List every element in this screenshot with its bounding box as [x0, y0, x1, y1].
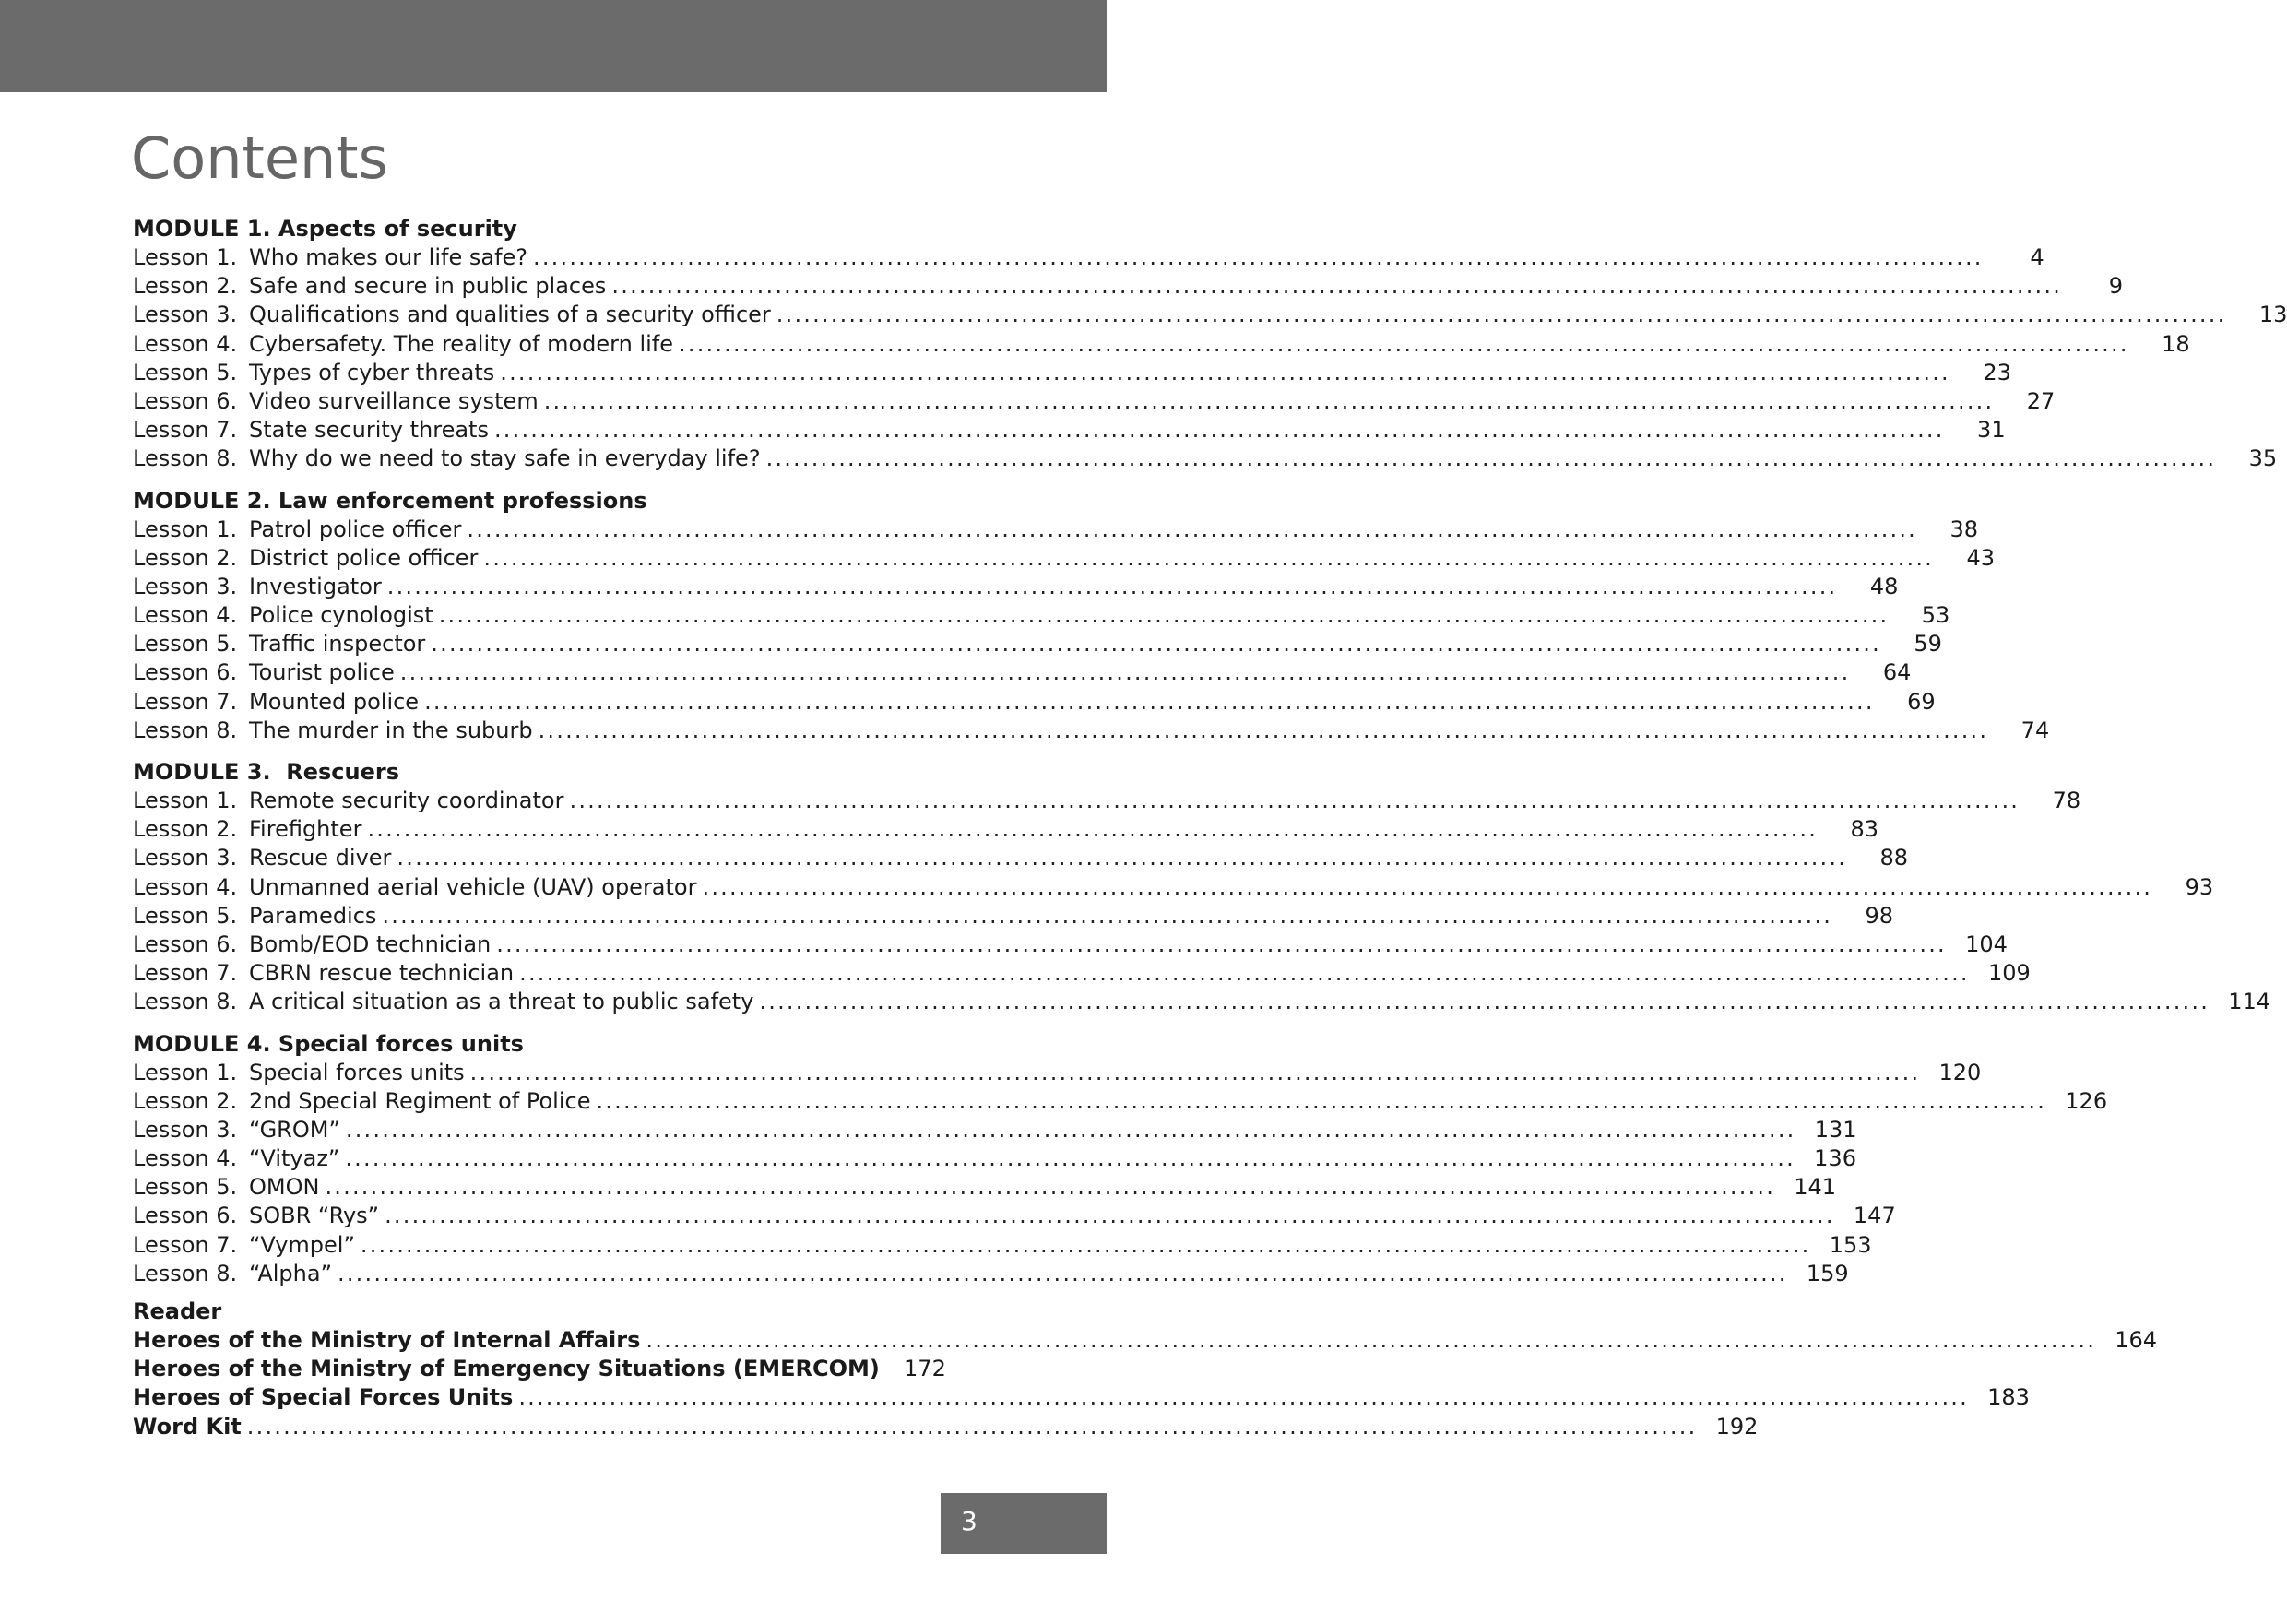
- toc-entry[interactable]: [133, 416, 2006, 445]
- dot-leader: ................................................................................................................................................................: [493, 417, 1945, 444]
- toc-entry[interactable]: [133, 815, 1879, 844]
- lesson-title: The murder in the suburb: [249, 717, 533, 743]
- page-number: 53: [1921, 602, 1950, 629]
- page-number: 98: [1865, 902, 1894, 929]
- toc-entry[interactable]: [133, 688, 1936, 717]
- page-number: 69: [1907, 688, 1936, 715]
- lesson-title: Paramedics: [249, 902, 377, 929]
- lesson-number: Lesson 7.: [133, 417, 238, 444]
- lesson-title: District police officer: [249, 544, 479, 571]
- page-number: 59: [1914, 631, 1942, 658]
- page-number: 35: [2248, 445, 2278, 472]
- lesson-title: A critical situation as a threat to public safety: [249, 989, 754, 1015]
- lesson-number: Lesson 5.: [133, 359, 238, 385]
- module-2: [133, 487, 2050, 746]
- page-number: 183: [1987, 1384, 2030, 1411]
- page-number: 131: [1814, 1116, 1857, 1143]
- page-number: 141: [1794, 1174, 1837, 1201]
- lesson-number: Lesson 8.: [133, 445, 238, 472]
- lesson-title: Tourist police: [249, 659, 395, 686]
- dot-leader: ................................................................................................................................................................: [424, 688, 1875, 715]
- toc-entry[interactable]: [133, 1144, 1856, 1173]
- lesson-title: OMON: [249, 1174, 320, 1201]
- lesson-title: “Vityaz”: [249, 1145, 340, 1172]
- toc-entry[interactable]: [133, 1383, 2030, 1412]
- lesson-title: State security threats: [249, 417, 489, 444]
- lesson-title: Police cynologist: [249, 602, 433, 629]
- dot-leader: ................................................................................................................................................................: [367, 816, 1819, 843]
- page-number: 192: [1715, 1413, 1759, 1440]
- dot-leader: ................................................................................................................................................................: [483, 544, 1935, 571]
- lesson-title: CBRN rescue technician: [249, 960, 515, 987]
- dot-leader: ................................................................................................................................................................: [345, 1116, 1796, 1143]
- toc-entry[interactable]: [133, 1231, 1872, 1260]
- lesson-title: Video surveillance system: [249, 387, 539, 414]
- page-number: 18: [2162, 330, 2190, 357]
- dot-leader: ................................................................................................................................................................: [519, 960, 1970, 987]
- toc-entry[interactable]: [133, 1202, 1896, 1230]
- dot-leader: ................................................................................................................................................................: [759, 989, 2210, 1015]
- lesson-number: Lesson 8.: [133, 717, 238, 743]
- toc-entry[interactable]: [133, 272, 2124, 301]
- lesson-title: Rescue diver: [249, 845, 392, 871]
- lesson-title: Patrol police officer: [249, 516, 462, 542]
- toc-entry[interactable]: [133, 1116, 1857, 1144]
- toc-entry[interactable]: [133, 658, 1912, 687]
- toc-entry[interactable]: [133, 516, 1979, 544]
- dot-leader: ................................................................................................................................................................: [646, 1327, 2097, 1353]
- page-number: 172: [904, 1356, 946, 1382]
- toc-entry[interactable]: [133, 243, 2044, 272]
- dot-leader: ................................................................................................................................................................: [399, 659, 1851, 686]
- lesson-title: SOBR “Rys”: [249, 1203, 380, 1229]
- dot-leader: ................................................................................................................................................................: [438, 602, 1890, 629]
- lesson-title: “GROM”: [249, 1116, 340, 1143]
- lesson-title: Bomb/EOD technician: [249, 931, 492, 957]
- entry-title: Heroes of the Ministry of Emergency Situations (EMERCOM): [133, 1356, 880, 1382]
- dot-leader: ................................................................................................................................................................: [397, 845, 1848, 871]
- table-of-contents: [133, 215, 2287, 1441]
- dot-leader: ................................................................................................................................................................: [569, 788, 2020, 813]
- dot-leader: ................................................................................................................................................................: [765, 445, 2217, 472]
- lesson-number: Lesson 1.: [133, 516, 238, 542]
- page-number: 104: [1965, 931, 2008, 957]
- dot-leader: ................................................................................................................................................................: [496, 931, 1947, 957]
- page-number: 114: [2228, 989, 2271, 1015]
- page-number: 4: [2030, 244, 2044, 270]
- page-number: 93: [2185, 873, 2214, 900]
- dot-leader: ................................................................................................................................................................: [776, 302, 2227, 328]
- module-3: [133, 758, 2271, 1017]
- dot-leader: ................................................................................................................................................................: [338, 1260, 1788, 1286]
- dot-leader: ................................................................................................................................................................: [596, 1087, 2047, 1114]
- toc-entry[interactable]: [133, 387, 2056, 416]
- dot-leader: ................................................................................................................................................................: [538, 717, 1989, 743]
- page-number: 9: [2108, 273, 2124, 300]
- lesson-title: 2nd Special Regiment of Police: [249, 1087, 591, 1114]
- toc-entry[interactable]: [133, 844, 1909, 872]
- page-number: 88: [1879, 845, 1909, 871]
- entry-title: Heroes of the Ministry of Internal Affairs: [133, 1327, 641, 1353]
- lesson-number: Lesson 4.: [133, 873, 238, 900]
- entry-title: Heroes of Special Forces Units: [133, 1384, 514, 1411]
- toc-entry[interactable]: [133, 1173, 1837, 1202]
- lesson-title: “Alpha”: [249, 1260, 333, 1286]
- lesson-number: Lesson 2.: [133, 816, 238, 843]
- page-number: 38: [1949, 516, 1979, 542]
- page-number: 74: [2020, 717, 2050, 743]
- toc-entry[interactable]: [133, 787, 2081, 815]
- page-number: 43: [1966, 544, 1996, 571]
- dot-leader: ................................................................................................................................................................: [325, 1174, 1776, 1201]
- module-4: [133, 1030, 2108, 1289]
- dot-leader: ................................................................................................................................................................: [386, 573, 1838, 599]
- toc-entry[interactable]: [133, 1087, 2108, 1116]
- page-number-label: 3: [961, 1506, 978, 1536]
- lesson-number: Lesson 7.: [133, 688, 238, 715]
- toc-entry[interactable]: [133, 359, 2011, 387]
- page-number: 78: [2052, 788, 2081, 813]
- page-title: Contents: [131, 124, 388, 192]
- toc-entry[interactable]: [133, 717, 2050, 745]
- lesson-title: Unmanned aerial vehicle (UAV) operator: [249, 873, 697, 900]
- lesson-number: Lesson 5.: [133, 1174, 238, 1201]
- lesson-title: Qualifications and qualities of a security officer: [249, 302, 771, 328]
- page-number: 159: [1806, 1260, 1849, 1286]
- lesson-title: Remote security coordinator: [249, 788, 564, 813]
- lesson-number: Lesson 6.: [133, 659, 238, 686]
- lesson-title: Traffic inspector: [249, 631, 426, 658]
- page-number: 31: [1977, 417, 2006, 444]
- toc-entry[interactable]: [133, 445, 2278, 473]
- lesson-number: Lesson 4.: [133, 1145, 238, 1172]
- page-number: 83: [1850, 816, 1879, 843]
- lesson-title: Who makes our life safe?: [249, 244, 528, 270]
- toc-entry[interactable]: [133, 959, 2031, 988]
- lesson-number: Lesson 4.: [133, 602, 238, 629]
- page-number: 126: [2065, 1087, 2108, 1114]
- lesson-number: Lesson 3.: [133, 1116, 238, 1143]
- toc-entry[interactable]: [133, 301, 2287, 329]
- page-number: 27: [2026, 387, 2056, 414]
- page-number: 153: [1829, 1231, 1872, 1258]
- page-number: 13: [2258, 302, 2287, 328]
- toc-entry[interactable]: [133, 573, 1899, 601]
- page-number: 64: [1882, 659, 1912, 686]
- toc-entry[interactable]: [133, 1326, 2158, 1355]
- lesson-number: Lesson 8.: [133, 1260, 238, 1286]
- lesson-title: Investigator: [249, 573, 382, 599]
- toc-entry[interactable]: [133, 630, 1942, 658]
- lesson-number: Lesson 7.: [133, 960, 238, 987]
- toc-entry[interactable]: [133, 601, 1950, 630]
- lesson-number: Lesson 6.: [133, 1203, 238, 1229]
- lesson-number: Lesson 6.: [133, 387, 238, 414]
- dot-leader: ................................................................................................................................................................: [679, 330, 2129, 357]
- page-number: 48: [1869, 573, 1899, 599]
- lesson-number: Lesson 5.: [133, 631, 238, 658]
- dot-leader: ................................................................................................................................................................: [360, 1231, 1811, 1258]
- page-number-badge: [941, 1493, 1107, 1554]
- page-number: 109: [1987, 960, 2031, 987]
- page-number: 164: [2115, 1327, 2158, 1353]
- toc-entry[interactable]: [133, 330, 2190, 359]
- dot-leader: ................................................................................................................................................................: [431, 631, 1881, 658]
- lesson-number: Lesson 6.: [133, 931, 238, 957]
- lesson-number: Lesson 3.: [133, 845, 238, 871]
- lesson-title: Special forces units: [249, 1059, 465, 1085]
- dot-leader: ................................................................................................................................................................: [533, 244, 1984, 270]
- module-heading: MODULE 1. Aspects of security: [133, 216, 517, 242]
- lesson-number: Lesson 8.: [133, 989, 238, 1015]
- header-band: [0, 0, 1107, 92]
- lesson-title: Mounted police: [249, 688, 420, 715]
- dot-leader: ................................................................................................................................................................: [702, 873, 2153, 900]
- reader-heading: Reader: [133, 1298, 222, 1324]
- dot-leader: ................................................................................................................................................................: [518, 1384, 1969, 1411]
- lesson-number: Lesson 2.: [133, 544, 238, 571]
- lesson-number: Lesson 2.: [133, 273, 238, 300]
- lesson-title: “Vympel”: [249, 1231, 355, 1258]
- toc-entry[interactable]: [133, 988, 2271, 1016]
- lesson-number: Lesson 7.: [133, 1231, 238, 1258]
- dot-leader: ................................................................................................................................................................: [246, 1413, 1698, 1440]
- page-number: 147: [1853, 1203, 1896, 1229]
- lesson-number: Lesson 5.: [133, 902, 238, 929]
- toc-entry[interactable]: [133, 931, 2008, 959]
- lesson-number: Lesson 3.: [133, 302, 238, 328]
- dot-leader: ................................................................................................................................................................: [345, 1145, 1795, 1172]
- lesson-number: Lesson 1.: [133, 244, 238, 270]
- page-number: 23: [1983, 359, 2011, 385]
- toc-entry[interactable]: [133, 1355, 946, 1383]
- lesson-number: Lesson 1.: [133, 1059, 238, 1085]
- module-1: [133, 215, 2287, 474]
- entry-title: Word Kit: [133, 1413, 242, 1440]
- dot-leader: ................................................................................................................................................................: [467, 516, 1918, 542]
- module-heading: MODULE 2. Law enforcement professions: [133, 487, 647, 514]
- dot-leader: ................................................................................................................................................................: [611, 273, 2063, 300]
- lesson-title: Types of cyber threats: [249, 359, 495, 385]
- toc-entry[interactable]: [133, 1059, 1982, 1087]
- lesson-title: Why do we need to stay safe in everyday life?: [249, 445, 761, 472]
- toc-entry[interactable]: [133, 873, 2214, 902]
- dot-leader: ................................................................................................................................................................: [469, 1059, 1921, 1085]
- lesson-number: Lesson 3.: [133, 573, 238, 599]
- module-heading: MODULE 3. Rescuers: [133, 759, 400, 785]
- dot-leader: ................................................................................................................................................................: [385, 1203, 1835, 1229]
- dot-leader: ................................................................................................................................................................: [382, 902, 1833, 929]
- toc-entry[interactable]: [133, 902, 1894, 931]
- lesson-number: Lesson 4.: [133, 330, 238, 357]
- lesson-title: Cybersafety. The reality of modern life: [249, 330, 674, 357]
- lesson-title: Safe and secure in public places: [249, 273, 607, 300]
- lesson-number: Lesson 2.: [133, 1087, 238, 1114]
- dot-leader: ................................................................................................................................................................: [500, 359, 1950, 385]
- page-number: 136: [1814, 1145, 1856, 1172]
- lesson-number: Lesson 1.: [133, 788, 238, 813]
- toc-entry[interactable]: [133, 1413, 1759, 1441]
- toc-entry[interactable]: [133, 544, 1996, 573]
- dot-leader: ................................................................................................................................................................: [543, 387, 1995, 414]
- module-heading: MODULE 4. Special forces units: [133, 1030, 524, 1057]
- reader-section: [133, 1298, 2158, 1441]
- toc-entry[interactable]: [133, 1260, 1849, 1288]
- page-number: 120: [1938, 1059, 1982, 1085]
- lesson-title: Firefighter: [249, 816, 362, 843]
